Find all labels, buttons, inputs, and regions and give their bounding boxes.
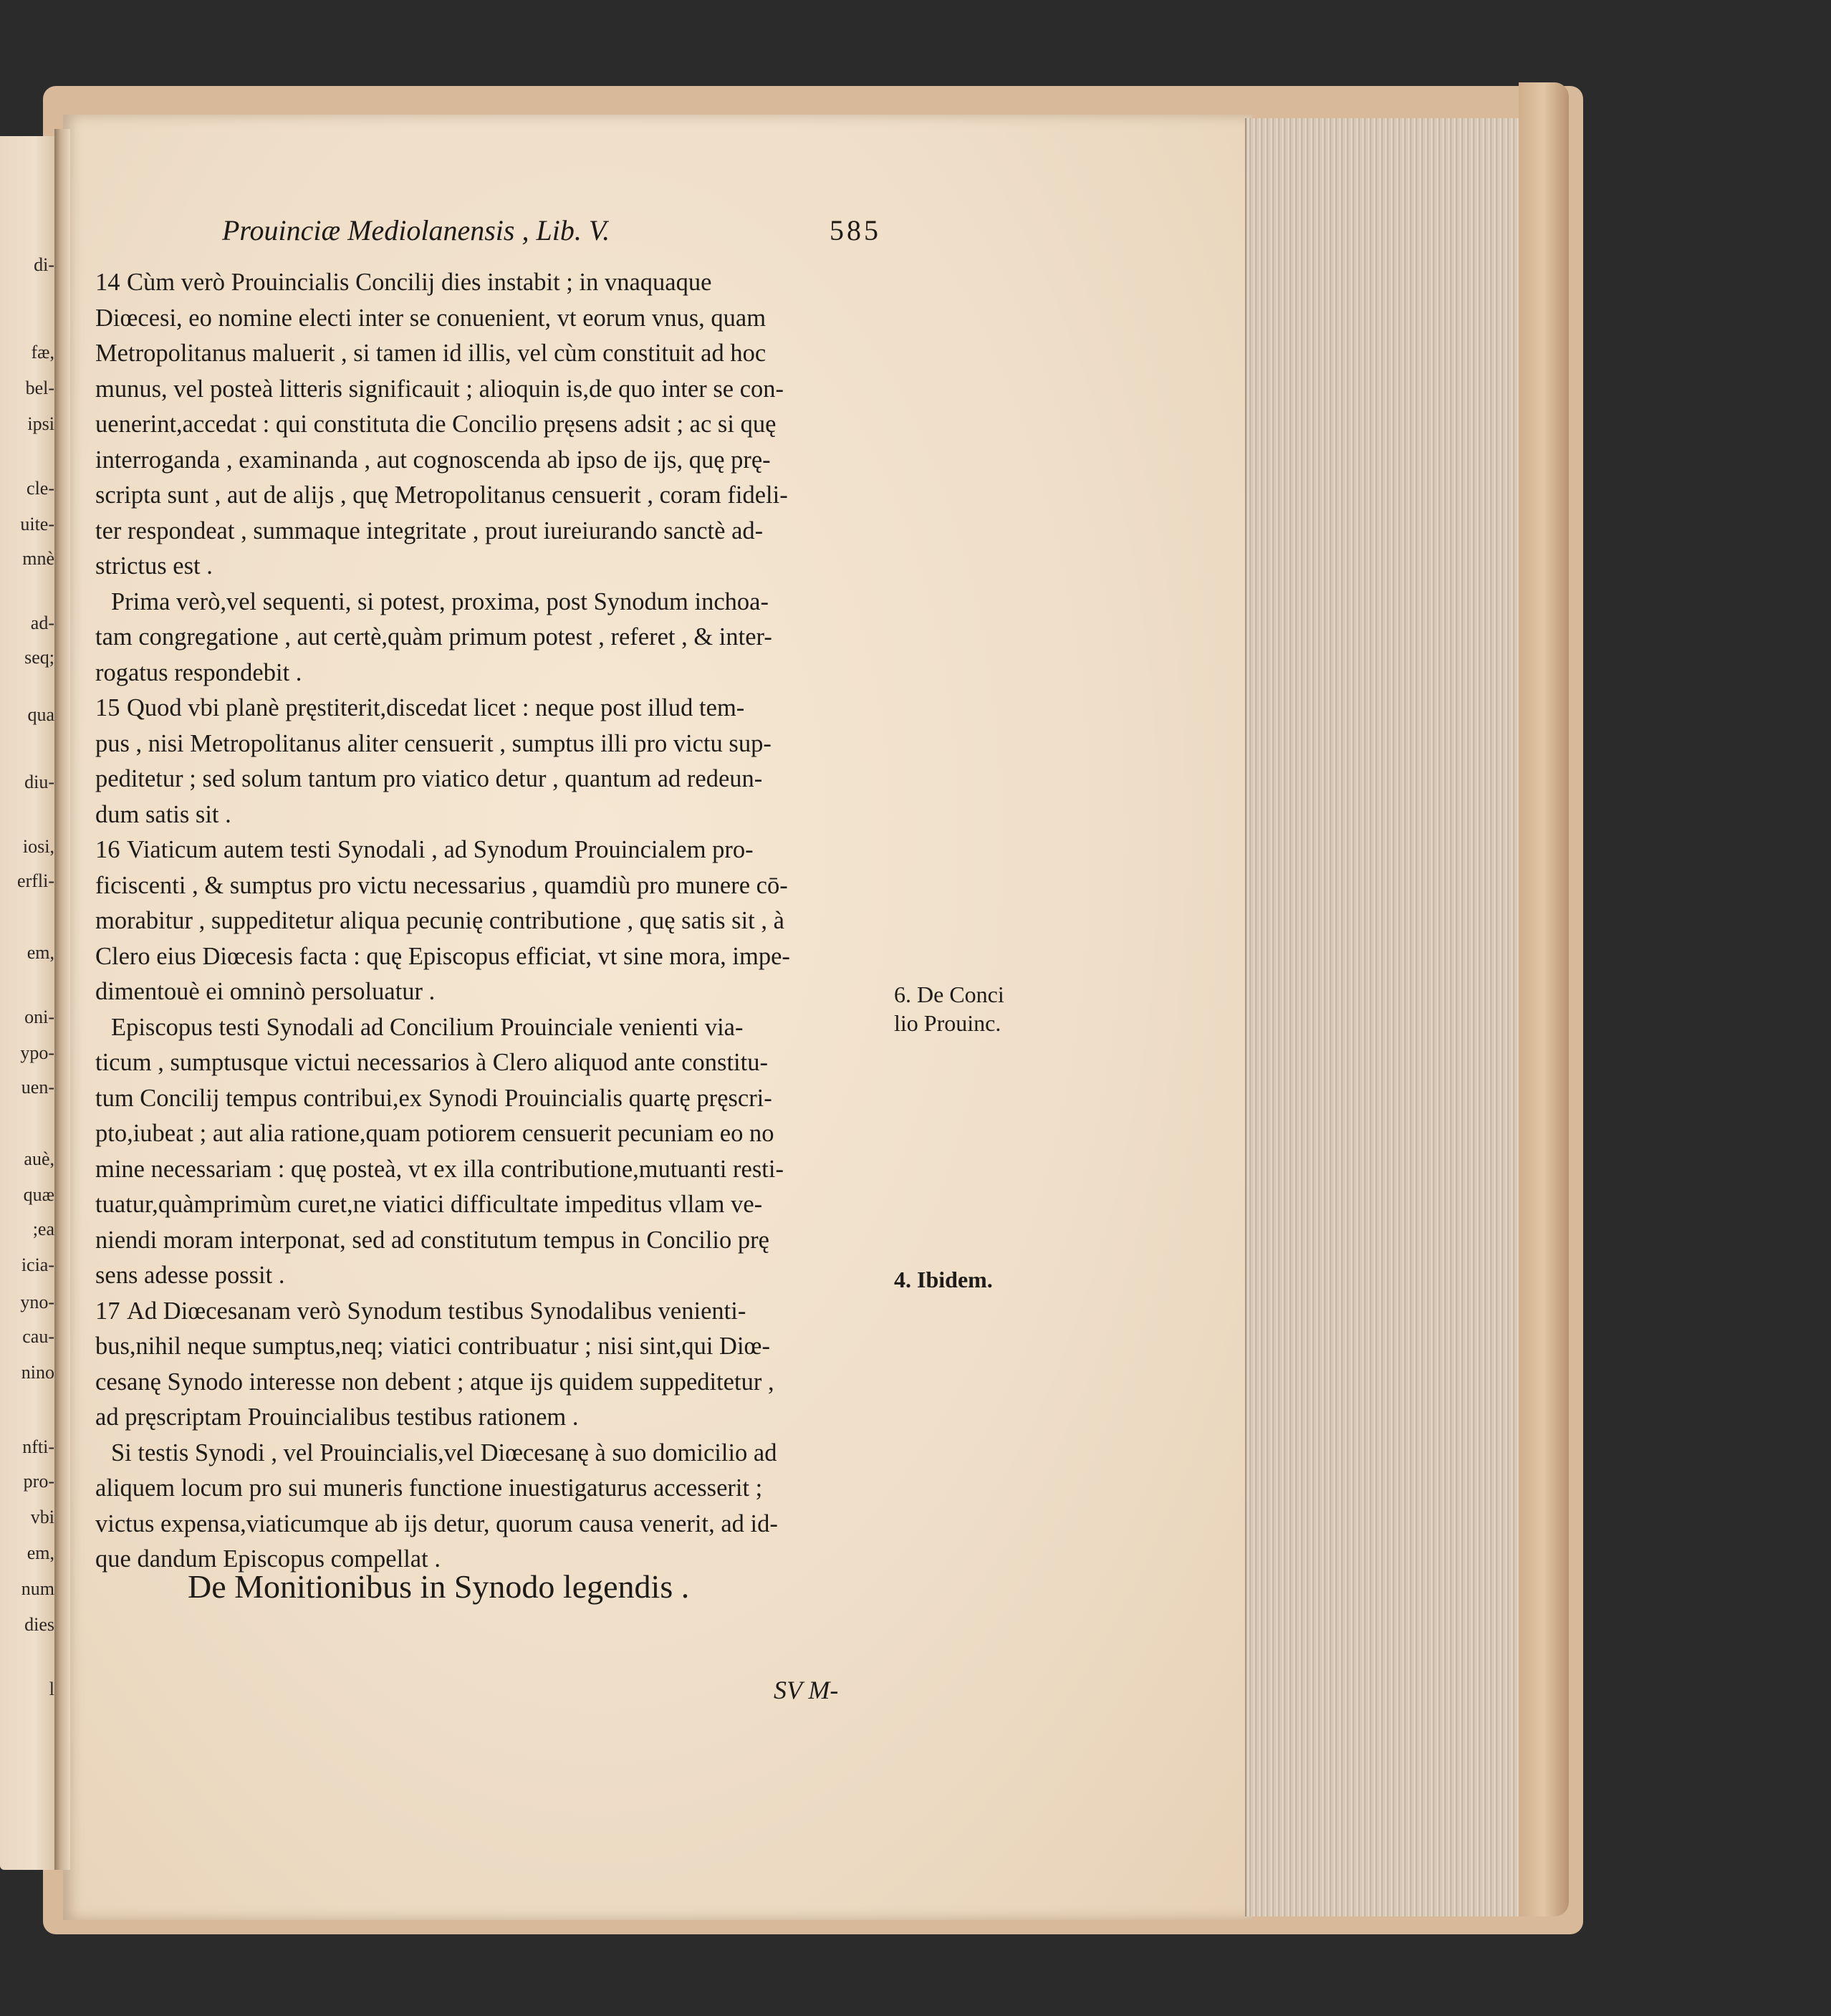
text-line <box>95 656 880 691</box>
left-page-fragment: ad- <box>30 613 54 633</box>
text-line <box>95 1329 880 1365</box>
line-text: Cùm verò Prouincialis Concilij dies instabit ; in vnaquaque <box>127 269 712 296</box>
text-line <box>95 1294 880 1330</box>
running-title: Prouinciæ Mediolanensis , Lib. V. <box>222 214 610 246</box>
line-text: Viaticum autem testi Synodali , ad Synodum Prouincialem pro- <box>127 836 754 863</box>
text-line <box>95 1045 880 1081</box>
paragraph-number: 15 <box>95 694 120 721</box>
paragraph <box>95 832 880 1010</box>
left-page-fragment: ;ea <box>32 1219 54 1239</box>
left-page-fragment: di- <box>34 254 54 275</box>
paragraph <box>95 265 880 585</box>
line-text: pus , nisi Metropolitanus aliter censuerit , sumptus illi pro victu sup- <box>95 729 772 757</box>
line-text: sens adesse possit . <box>95 1262 285 1289</box>
text-line <box>95 1507 880 1542</box>
text-line <box>95 691 880 726</box>
text-line <box>95 1436 880 1472</box>
paragraph <box>95 1436 880 1578</box>
text-line <box>95 1471 880 1507</box>
paragraph <box>95 1010 880 1294</box>
left-page-fragment: oni- <box>24 1007 54 1027</box>
left-page-fragment: cau- <box>22 1326 54 1347</box>
line-text: Prima verò,vel sequenti, si potest, proxima, post Synodum inchoa- <box>111 587 769 615</box>
line-text: rogatus respondebit . <box>95 658 302 686</box>
left-page-fragment: diu- <box>24 772 54 792</box>
text-line <box>95 549 880 585</box>
line-text: victus expensa,viaticumque ab ijs detur, quorum causa venerit, ad id- <box>95 1509 778 1537</box>
line-text: aliquem locum pro sui muneris functione inuestigaturus accesserit ; <box>95 1474 763 1502</box>
left-page-fragment: auè, <box>24 1148 54 1169</box>
line-text: Clero eius Diœcesis facta : quę Episcopus efficiat, vt sine mora, impe- <box>95 942 790 970</box>
section-heading: De Monitionibus in Synodo legendis . <box>188 1568 690 1605</box>
page-fore-edge <box>1245 118 1526 1916</box>
line-text: mine necessariam : quę posteà, vt ex illa contributione,mutuanti resti- <box>95 1155 784 1183</box>
text-line <box>95 832 880 868</box>
text-line <box>95 265 880 301</box>
line-text: scripta sunt , aut de alijs , quę Metropolitanus censuerit , coram fideli- <box>95 481 788 509</box>
line-text: Ad Diœcesanam verò Synodum testibus Synodalibus venienti- <box>127 1297 746 1325</box>
line-text: ficiscenti , & sumptus pro victu necessarius , quamdiù pro munere cō- <box>95 871 788 899</box>
margin-note-concilio <box>894 980 1004 1037</box>
line-text: Metropolitanus maluerit , si tamen id illis, vel cùm constituit ad hoc <box>95 340 766 367</box>
text-line <box>95 478 880 514</box>
line-text: Si testis Synodi , vel Prouincialis,vel Diœcesanę à suo domicilio ad <box>111 1439 777 1467</box>
text-line <box>95 974 880 1010</box>
line-text: strictus est . <box>95 552 213 580</box>
line-text: morabitur , suppeditetur aliqua pecunię contributione , quę satis sit , à <box>95 907 784 934</box>
text-line <box>95 903 880 939</box>
text-line <box>95 1010 880 1046</box>
text-line <box>95 797 880 833</box>
text-line <box>95 336 880 372</box>
line-text: bus,nihil neque sumptus,neq; viatici contribuatur ; nisi sint,qui Diœ- <box>95 1333 770 1360</box>
left-page-fragment: quæ <box>23 1184 54 1205</box>
left-page-fragment: em, <box>27 942 54 963</box>
margin-note-line: 6. De Conci <box>894 981 1004 1007</box>
paragraph-number: 14 <box>95 269 120 296</box>
line-text: interroganda , examinanda , aut cognoscenda ab ipso de ijs, quę prę- <box>95 446 771 474</box>
text-line <box>95 514 880 549</box>
line-text: ter respondeat , summaque integritate , prout iureiurando sanctè ad- <box>95 517 764 544</box>
page-number: 585 <box>830 214 881 246</box>
line-text: que dandum Episcopus compellat . <box>95 1545 441 1573</box>
book-gutter <box>54 129 70 1870</box>
line-text: tum Concilij tempus contribui,ex Synodi Prouincialis quartę pręscri- <box>95 1084 772 1112</box>
paragraph-number: 17 <box>95 1297 120 1325</box>
left-page-fragment: uen- <box>21 1077 54 1098</box>
text-line <box>95 868 880 904</box>
left-page-fragment: qua <box>27 704 54 725</box>
line-text: ad pręscriptam Prouincialibus testibus rationem . <box>95 1403 579 1431</box>
left-page-fragment: icia- <box>21 1254 54 1275</box>
line-text: tam congregatione , aut certè,quàm primum potest , referet , & inter- <box>95 623 772 651</box>
text-line <box>95 1152 880 1188</box>
line-text: peditetur ; sed solum tantum pro viatico detur , quantum ad redeun- <box>95 765 763 792</box>
left-page-fragment: erfli- <box>17 870 54 891</box>
text-line <box>95 1081 880 1117</box>
text-line <box>95 620 880 656</box>
running-header <box>222 213 881 251</box>
left-page-fragment: ypo- <box>20 1042 54 1063</box>
line-text: niendi moram interponat, sed ad constitutum tempus in Concilio prę <box>95 1226 769 1254</box>
text-line <box>95 1187 880 1223</box>
text-line <box>95 762 880 797</box>
text-line <box>95 1400 880 1436</box>
text-line <box>95 1116 880 1152</box>
line-text: dimentouè ei omninò persoluatur . <box>95 978 436 1005</box>
text-line <box>95 372 880 408</box>
text-line <box>95 939 880 975</box>
text-line <box>95 1258 880 1294</box>
left-page-fragment: em, <box>27 1542 54 1563</box>
left-page-fragment: seq; <box>24 647 54 668</box>
line-text: Quod vbi planè pręstiterit,discedat licet : neque post illud tem- <box>127 694 745 721</box>
line-text: ticum , sumptusque victui necessarios à Clero aliquod ante constitu- <box>95 1049 768 1076</box>
left-page-fragment: ipsi <box>27 413 54 434</box>
left-page-fragment: bel- <box>25 378 54 398</box>
left-page-fragment: yno- <box>20 1292 54 1312</box>
left-page-fragment: uite- <box>20 514 54 534</box>
text-line <box>95 1365 880 1401</box>
catchword: SV M- <box>774 1676 839 1704</box>
book-board-edge <box>1519 82 1569 1916</box>
left-page-fragment: dies <box>24 1614 54 1635</box>
margin-note-ibidem: 4. Ibidem. <box>894 1267 993 1292</box>
line-text: Episcopus testi Synodali ad Concilium Prouinciale venienti via- <box>111 1013 744 1041</box>
text-line <box>95 301 880 337</box>
text-line <box>95 585 880 620</box>
paragraph <box>95 691 880 832</box>
text-line <box>95 407 880 443</box>
text-line <box>95 726 880 762</box>
line-text: munus, vel posteà litteris significauit ; alioquin is,de quo inter se con- <box>95 375 784 403</box>
left-page-fragment: nfti- <box>22 1436 54 1457</box>
left-page-fragment: num <box>21 1578 54 1599</box>
text-line <box>95 443 880 479</box>
left-page-fragment: fæ, <box>31 342 54 363</box>
left-page-fragment: pro- <box>23 1471 54 1492</box>
line-text: tuatur,quàmprimùm curet,ne viatici difficultate impeditus vllam ve- <box>95 1191 763 1218</box>
left-page-fragment: vbi <box>30 1507 54 1527</box>
left-page-fragment: iosi, <box>22 836 54 857</box>
body-text <box>95 265 880 1578</box>
line-text: pto,iubeat ; aut alia ratione,quam potiorem censuerit pecuniam eo no <box>95 1120 774 1147</box>
line-text: dum satis sit . <box>95 800 231 828</box>
line-text: cesanę Synodo interesse non debent ; atque ijs quidem suppeditetur , <box>95 1368 774 1396</box>
text-line <box>95 1223 880 1259</box>
left-page-fragment: cle- <box>27 478 54 499</box>
margin-note-line: lio Prouinc. <box>894 1010 1001 1036</box>
line-text: Diœcesi, eo nomine electi inter se conuenient, vt eorum vnus, quam <box>95 304 766 332</box>
paragraph <box>95 1294 880 1436</box>
left-page-fragment: nino <box>21 1362 54 1383</box>
left-page-fragment: mnè <box>22 548 54 569</box>
line-text: uenerint,accedat : qui constituta die Concilio pręsens adsit ; ac si quę <box>95 411 777 438</box>
paragraph-number: 16 <box>95 836 120 863</box>
paragraph <box>95 585 880 691</box>
left-page-fragment: l <box>49 1679 54 1699</box>
